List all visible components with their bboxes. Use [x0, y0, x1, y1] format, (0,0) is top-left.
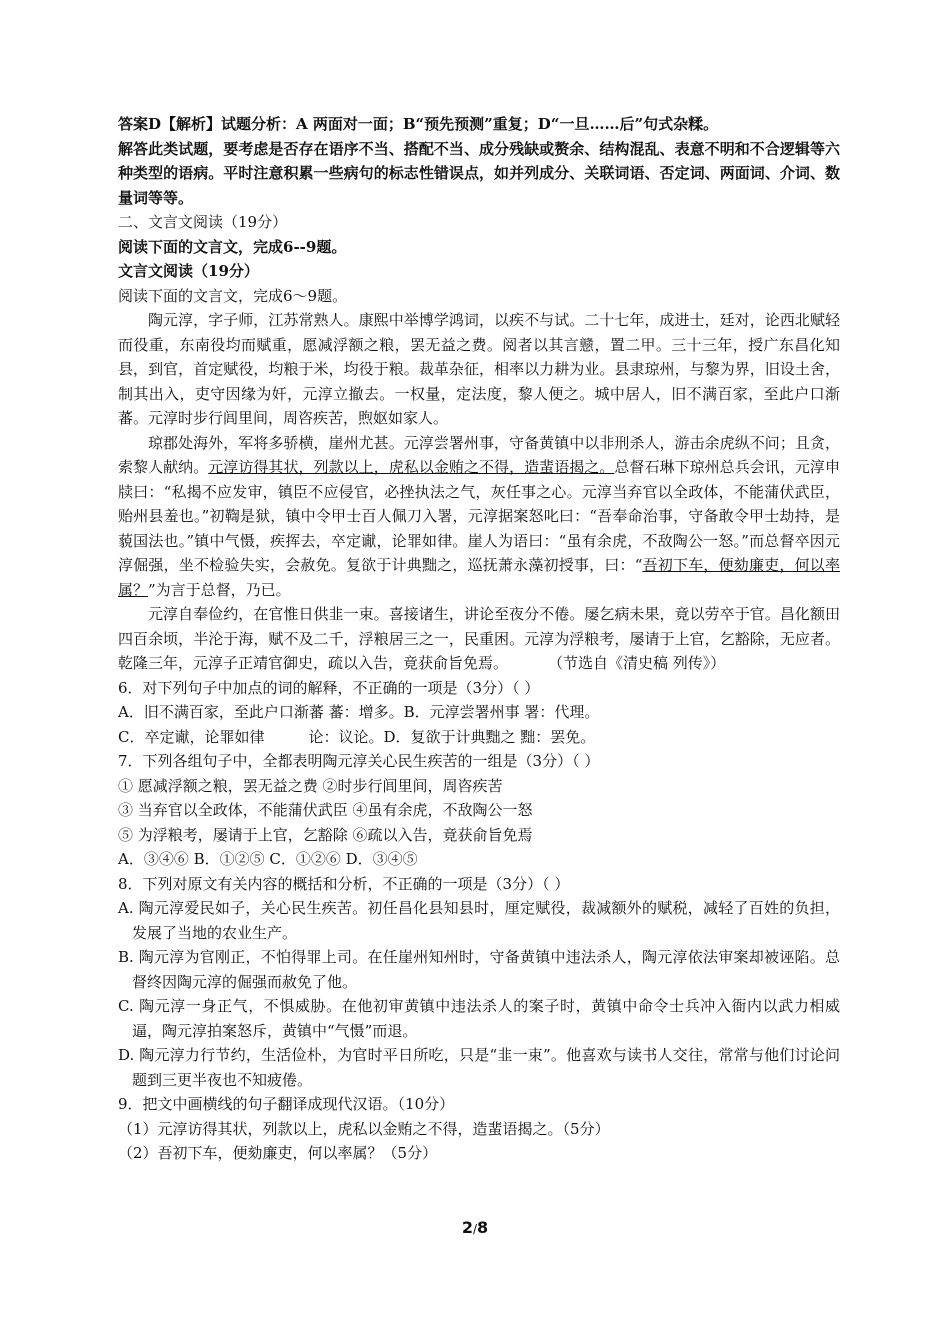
document-page	[118, 112, 840, 1166]
passage-paragraph-2	[118, 431, 840, 603]
page-current: 2	[461, 1218, 473, 1237]
passage-p3-text: 元淳自奉俭约，在官惟日供韭一束。喜接诸生，讲论至夜分不倦。屡乞病未果，竟以劳卒于官。昌化额田四百余顷，半沦于海，赋不及二千，浮粮居三之一，民重困。元淳为浮粮考，屡请于上官，乞豁除，无应者。乾隆三年，元淳子正靖官御史，疏以入告，竟获俞旨免焉。	[118, 605, 840, 672]
page-separator: /	[472, 1222, 478, 1236]
underlined-sentence-1: 元淳访得其状，列款以上，虎私以金贿之不得，造蜚语揭之。	[208, 458, 615, 476]
section-instruction: 阅读下面的文言文，完成6～9题。	[118, 286, 348, 305]
q7-line-1: ① 愿减浮额之粮，罢无益之费 ②时步行闾里间，周咨疾苦	[118, 776, 503, 795]
q6-option-d: D．复欲于计典黜之 黜：罢免。	[383, 727, 596, 746]
section-heading: 二、文言文阅读（19分）	[118, 213, 288, 231]
passage-source: （节选自《清史稿 列传》）	[548, 654, 726, 672]
section-instruction-bold: 阅读下面的文言文，完成6--9题。	[118, 237, 347, 256]
page-total: 8	[477, 1218, 489, 1237]
q8-option-d: D. 陶元淳力行节约，生活俭朴，为官时平日所吃，只是“韭一束”。他喜欢与读书人交往，常常与他们讨论问题到三更半夜也不知疲倦。	[118, 1046, 840, 1089]
q6-option-a: A．旧不满百家，至此户口渐蕃 蕃：增多。	[118, 703, 404, 721]
passage-paragraph-1: 陶元淳，字子师，江苏常熟人。康熙中举博学鸿词，以疾不与试。二十七年，成进士，廷对，论西北赋轻而役重，东南役均而赋重，愿减浮额之粮，罢无益之费。阅者以其言戆，置二甲。三十三年，授广东昌化知县，到官，首定赋役，均粮于米，均役于粮。裁革杂征，相率以力耕为业。县隶琼州，与黎为界，旧设土舍，制其出入，吏守因缘为奸，元淳立撤去。一权量，定法度，黎人便之。城中居人，旧不满百家，至此户口渐蕃。元淳时步行闾里间，周咨疾苦，煦妪如家人。	[118, 311, 840, 427]
q6-options-cd	[118, 725, 840, 750]
passage-p2-text-a: 琼郡处海外，军将多骄横，崖州尤甚。元淳尝署州事，守备黄镇中以非刑杀人，游击余虎纵不问；且贪，索黎人献纳。	[118, 433, 840, 476]
q9-sentence-1: （1）元淳访得其状，列款以上，虎私以金贿之不得，造蜚语揭之。（5分）	[118, 1119, 610, 1138]
passage-p2-text-b: 总督石琳下琼州总兵会讯，元淳申牍曰：“私揭不应发审，镇臣不应侵官，必挫执法之气，灰任事之心。元淳当弃官以全政体，不能蒲伏武臣，贻州县羞也。”初鞫是狱，镇中令甲士百人佩刀入署，元淳据案怒叱曰：“吾奉命治事，守备敢令甲士劫持，是藐国法也。”镇中气慑，疾挥去，卒定谳，论罪如律。崖人为语曰：“虽有余虎，不敌陶公一怒。”而总督卒因元淳倔强，坐不检验失实，会赦免。复欲于计典黜之，巡抚萧永藻初授事，曰：“	[118, 458, 840, 574]
q9-stem: 9．把文中画横线的句子翻译成现代汉语。（10分）	[118, 1095, 455, 1113]
q7-stem: 7．下列各组句子中，全都表明陶元淳关心民生疾苦的一组是（3分）（ ）	[118, 752, 600, 770]
answer-line: 答案D【解析】试题分析：A 两面对一面；B“预先预测”重复；D“一旦……后”句式杂糅。	[118, 115, 719, 133]
q7-line-3: ⑤ 为浮粮考，屡请于上官，乞豁除 ⑥疏以入告，竟获俞旨免焉	[118, 825, 533, 844]
q6-option-c-gloss: 论：议论。	[308, 727, 384, 746]
answer-analysis: 解答此类试题，要考虑是否存在语序不当、搭配不当、成分残缺或赘余、结构混乱、表意不明和不合逻辑等六种类型的语病。平时注意积累一些病句的标志性错误点，如并列成分、关联词语、否定词、两面词、介词、数量词等等。	[118, 139, 840, 207]
section-subheading: 文言文阅读（19分）	[118, 262, 259, 280]
q8-option-c: C. 陶元淳一身正气，不惧威胁。在他初审黄镇中违法杀人的案子时，黄镇中命令士兵冲入衙内以武力相威逼，陶元淳拍案怒斥，黄镇中“气慑”而退。	[118, 997, 840, 1040]
q7-line-2: ③ 当弃官以全政体，不能蒲伏武臣 ④虽有余虎，不敌陶公一怒	[118, 801, 533, 819]
page-number	[0, 1218, 950, 1237]
passage-p2-text-c: ”为言于总督，乃已。	[148, 580, 291, 599]
q8-stem: 8．下列对原文有关内容的概括和分析，不正确的一项是（3分）（ ）	[118, 874, 570, 893]
underlined-sentence-2: 吾初下车，便劾廉吏，何以率属？	[118, 556, 840, 599]
q8-option-b: B. 陶元淳为官刚正，不怕得罪上司。在任崖州知州时，守备黄镇中违法杀人，陶元淳依法审案却被诬陷。总督终因陶元淳的倔强而赦免了他。	[118, 948, 840, 991]
q6-option-b: B．元淳尝署州事 署：代理。	[403, 703, 600, 721]
q6-options-ab	[118, 700, 840, 725]
passage-paragraph-3	[118, 602, 840, 676]
q6-option-c: C．卒定谳，论罪如律	[118, 727, 265, 746]
q9-sentence-2: （2）吾初下车，便劾廉吏，何以率属？（5分）	[118, 1144, 438, 1162]
q8-option-a: A. 陶元淳爱民如子，关心民生疾苦。初任昌化县知县时，厘定赋役，裁减额外的赋税，减轻了百姓的负担，发展了当地的农业生产。	[118, 899, 840, 942]
q6-stem: 6．对下列句子中加点的词的解释，不正确的一项是（3分）（ ）	[118, 678, 540, 697]
q7-options: A．③④⑥ B．①②⑤ C．①②⑥ D．③④⑤	[118, 850, 418, 868]
